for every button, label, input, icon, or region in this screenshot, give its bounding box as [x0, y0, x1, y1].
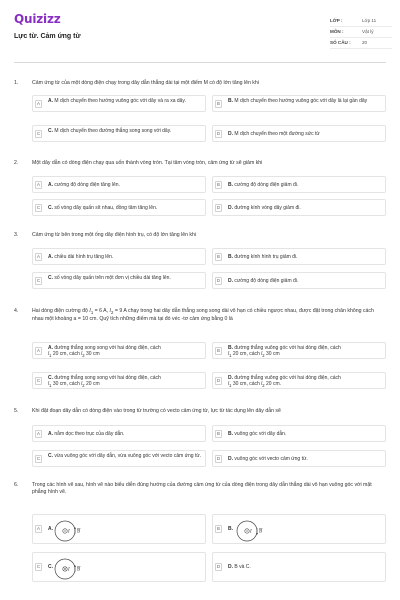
- option-letter: B: [215, 430, 222, 438]
- question-number: 2.: [14, 160, 19, 166]
- question-text: Cảm ứng từ bên trong một ống dây điện hình trụ, có độ lớn tăng lên khi: [32, 232, 197, 238]
- option-text: A. chiều dài hình trụ tăng lên.: [48, 254, 114, 260]
- question-text: Cảm ứng từ của một dòng điện chạy trong dây dẫn thẳng dài tại một điểm M có độ lớn tăng lên khi: [32, 80, 259, 86]
- option-letter: C: [36, 456, 41, 462]
- option-letter: B: [215, 525, 222, 533]
- option-text: A. nằm dọc theo trục của dây dẫn.: [48, 431, 125, 437]
- question-number: 1.: [14, 80, 19, 86]
- option-letter: D: [216, 456, 221, 462]
- option-text: C. số vòng dây quấn trên một đơn vị chiều dài tăng lên.: [48, 275, 171, 281]
- quizizz-logo: Quizizz: [14, 12, 61, 26]
- option-text: B.: [228, 526, 233, 532]
- option-text: C. đường thẳng song song với hai dòng điện, cách $l_1$ 30 cm, cách $l_2$ 20 cm: [48, 375, 161, 389]
- option-a[interactable]: [32, 342, 206, 359]
- option-text: D. đường thẳng vuông góc với hai dòng điện, cách $l_1$ 30 cm, cách $l_2$ 20 cm.: [228, 375, 341, 389]
- question-text: Khi đặt đoạn dây dẫn có dòng điện vào trong từ trường có vecto cảm ứng từ, lực từ tác dụng lên dây dẫn sẽ: [32, 408, 281, 414]
- worksheet-header: [14, 10, 386, 54]
- question-text: Hai dòng điện cường độ $I_1 = 6$ A, $I_2 = 9$ A chạy trong hai dây dẫn thẳng song song dài vô hạn có chiều ngược nhau, được đặt trong chân không cách nhau một khoảng a = 10 cm. Quỹ tích những điểm mà tại đó véc -tơ cảm ứng bằng 0 là: [32, 308, 374, 322]
- option-text: B. vuông góc với dây dẫn.: [228, 431, 287, 437]
- question-6: [14, 482, 386, 594]
- option-text: C. M dịch chuyển theo đường thẳng song song với dây.: [48, 128, 172, 134]
- meta-row-count: [330, 38, 392, 49]
- option-text: D. đường kính vòng dây giảm đi.: [228, 205, 301, 211]
- option-letter: A: [35, 253, 42, 261]
- option-c[interactable]: [32, 552, 206, 582]
- option-letter: D: [216, 131, 221, 137]
- question-1: [14, 80, 386, 146]
- option-c[interactable]: [32, 272, 206, 289]
- option-letter: C: [36, 278, 41, 284]
- figure-a: [53, 519, 93, 543]
- option-text: A. đường thẳng song song với hai dòng điện, cách $l_1$ 20 cm, cách $l_2$ 30 cm: [48, 345, 161, 359]
- option-text: B. đường thẳng vuông góc với hai dòng điện, cách $l_1$ 20 cm, cách $l_2$ 30 cm: [228, 345, 341, 359]
- option-b[interactable]: [212, 176, 386, 193]
- current-label: I: [68, 529, 70, 535]
- option-text: A. cường độ dòng điện tăng lên.: [48, 182, 120, 188]
- option-letter: C: [36, 131, 41, 137]
- option-b[interactable]: [212, 95, 386, 112]
- field-diagram: [53, 519, 93, 543]
- option-d[interactable]: [212, 199, 386, 216]
- question-2: [14, 160, 386, 220]
- option-letter: D: [216, 205, 221, 211]
- question-number: 5.: [14, 408, 19, 414]
- option-d[interactable]: [212, 552, 386, 582]
- field-label: B: [259, 529, 263, 535]
- worksheet-meta: [330, 16, 392, 49]
- option-d[interactable]: [212, 450, 386, 467]
- question-number: 3.: [14, 232, 19, 238]
- option-text: D. B và C.: [228, 564, 251, 570]
- option-c[interactable]: [32, 450, 206, 467]
- question-5: [14, 408, 386, 472]
- meta-value: Vật lý: [362, 29, 374, 35]
- option-text: C. vừa vuông góc với dây dẫn, vừa vuông góc với vecto cảm ứng từ.: [48, 453, 202, 459]
- option-text: D. vuông góc với vecto cảm ứng từ.: [228, 456, 308, 462]
- meta-value: Lớp 11: [362, 18, 377, 24]
- question-text: Trong các hình vẽ sau, hình vẽ nào biểu diễn đúng hướng của đường cảm ứng từ của dòng điện trong dây dẫn thẳng dài vô hạn vuông góc với mặt phẳng hình vẽ.: [32, 482, 372, 495]
- option-letter: D: [216, 378, 221, 384]
- header-divider: [14, 62, 386, 63]
- question-number: 4.: [14, 308, 19, 314]
- worksheet-title: Lực từ. Cảm ứng từ: [14, 33, 81, 40]
- option-b[interactable]: [212, 248, 386, 265]
- option-letter: C: [36, 564, 41, 570]
- option-text: B. M dịch chuyển theo hướng vuông góc với dây là lại gần dây: [228, 98, 368, 104]
- option-letter: C: [36, 205, 41, 211]
- option-b[interactable]: [212, 342, 386, 359]
- option-text: A.: [48, 526, 53, 532]
- option-text: C. số vòng dây quấn sít nhau, đồng tâm tăng lên.: [48, 205, 158, 211]
- option-letter: A: [35, 100, 42, 108]
- meta-value: 20: [362, 40, 368, 46]
- meta-row-subject: [330, 27, 392, 38]
- meta-row-class: [330, 16, 392, 27]
- option-a[interactable]: [32, 514, 206, 544]
- option-a[interactable]: [32, 95, 206, 112]
- option-c[interactable]: [32, 372, 206, 389]
- field-diagram: [53, 557, 93, 581]
- current-label: I: [68, 567, 70, 573]
- meta-label: SỐ CÂU :: [330, 40, 351, 46]
- option-text: B. đường kính hình trụ giảm đi.: [228, 254, 298, 260]
- question-text: Một dây dẫn có dòng điện chạy qua uốn thành vòng tròn. Tại tâm vòng tròn, cảm ứng từ sẽ giảm khi: [32, 160, 263, 166]
- option-text: A. M dịch chuyển theo hướng vuông góc với dây và ra xa dây.: [48, 98, 186, 104]
- option-d[interactable]: [212, 125, 386, 142]
- option-letter: D: [216, 278, 221, 284]
- option-text: D. M dịch chuyển theo một đường sức từ: [228, 131, 320, 137]
- option-letter: C: [36, 378, 41, 384]
- option-letter: B: [215, 347, 222, 355]
- option-a[interactable]: [32, 425, 206, 442]
- option-c[interactable]: [32, 199, 206, 216]
- option-letter: A: [35, 347, 42, 355]
- option-a[interactable]: [32, 248, 206, 265]
- option-letter: D: [216, 564, 221, 570]
- option-letter: B: [215, 181, 222, 189]
- option-text: C.: [48, 564, 53, 570]
- option-letter: B: [215, 100, 222, 108]
- question-number: 6.: [14, 482, 19, 488]
- option-b[interactable]: [212, 425, 386, 442]
- option-text: D. cường độ dòng điện giảm đi.: [228, 278, 299, 284]
- option-letter: A: [35, 430, 42, 438]
- option-text: B. cường độ dòng điện giảm đi.: [228, 182, 299, 188]
- option-letter: A: [35, 181, 42, 189]
- option-a[interactable]: [32, 176, 206, 193]
- option-d[interactable]: [212, 372, 386, 389]
- meta-label: MÔN :: [330, 29, 344, 35]
- option-c[interactable]: [32, 125, 206, 142]
- question-3: [14, 232, 386, 296]
- field-label: B: [77, 529, 81, 535]
- meta-label: LỚP :: [330, 18, 343, 24]
- option-letter: B: [215, 253, 222, 261]
- field-label: B: [77, 567, 81, 573]
- figure-c: [53, 557, 93, 581]
- question-4: [14, 308, 386, 400]
- field-diagram: [235, 519, 275, 543]
- option-b[interactable]: [212, 514, 386, 544]
- option-letter: A: [35, 525, 42, 533]
- option-d[interactable]: [212, 272, 386, 289]
- figure-b: [235, 519, 275, 543]
- current-label: I: [250, 529, 252, 535]
